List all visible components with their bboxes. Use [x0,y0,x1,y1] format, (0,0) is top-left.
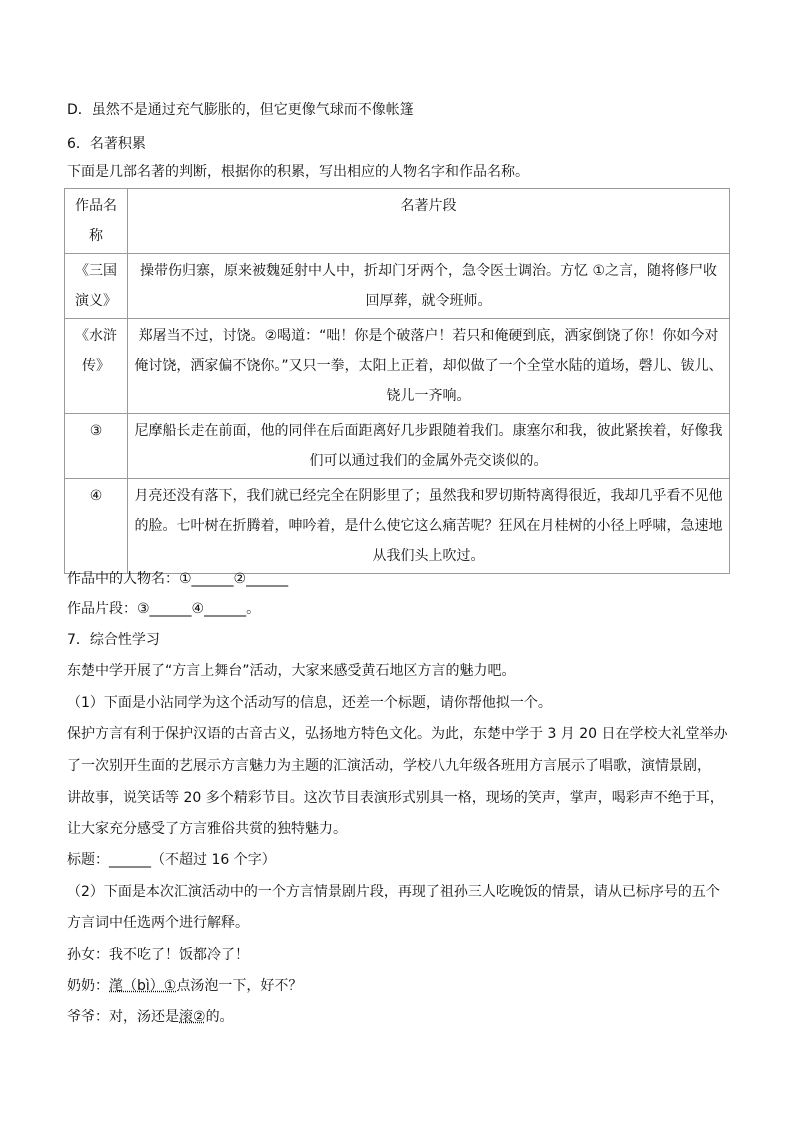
answer-names: 作品中的人物名：①______②______ [67,571,289,587]
row-work: ③ [65,414,128,479]
q6-title: 6．名著积累 [67,136,146,152]
dialogue-grandpa [67,1007,234,1027]
table-row [65,414,730,479]
table-row [65,254,730,319]
row-fragment: 操带伤归寨，原来被魏延射中人中，折却门牙两个，急令医士调治。方忆 ①之言，随将修尸收回厚葬，就令班师。 [128,254,730,319]
dialogue-granddaughter: 孙女：我不吃了！饭都冷了！ [67,947,249,963]
q6-instruction: 下面是几部名著的判断，根据你的积累，写出相应的人物名字和作品名称。 [67,164,529,180]
title-answer-line [67,850,276,870]
dialogue-grandma [67,976,302,996]
row-work: 《三国演义》 [65,254,128,319]
part2-prompt-line: 方言词中任选两个进行解释。 [67,915,249,931]
row-fragment: 月亮还没有落下，我们就已经完全在阴影里了；虽然我和罗切斯特离得很近，我却几乎看不见他的脸。七叶树在折腾着，呻吟着，是什么使它这么痛苦呢？狂风在月桂树的小径上呼啸，急速地从我们头上吹过。 [128,479,730,574]
passage-line: 让大家充分感受了方言雅俗共赏的独特魅力。 [67,821,347,837]
table-row [65,319,730,414]
header-fragment: 名著片段 [128,189,730,254]
title-blank: ______ [109,852,151,868]
answer-works: 作品片段：③______④______。 [67,601,261,617]
q7-part1-prompt: （1）下面是小沾同学为这个活动写的信息，还差一个标题，请你帮他拟一个。 [67,695,552,711]
grandma-rest: 点汤泡一下，好不？ [176,978,303,994]
passage-line: 讲故事，说笑话等 20 多个精彩节目。这次节目表演形式别具一格，现场的笑声，掌声，喝彩声不绝于耳， [67,790,724,806]
title-label: 标题： [67,852,109,868]
q7-title: 7．综合性学习 [67,632,160,648]
q7-intro: 东楚中学开展了“方言上舞台”活动，大家来感受黄石地区方言的魅力吧。 [67,663,516,679]
grandma-prefix: 奶奶： [67,978,109,994]
header-work: 作品名称 [65,189,128,254]
table-header-row [65,189,730,254]
row-work: 《水浒传》 [65,319,128,414]
grandpa-prefix: 爷爷：对，汤还是 [67,1009,179,1025]
row-work: ④ [65,479,128,574]
dialect-word-1: 滗（bì）① [109,978,177,994]
row-fragment: 郑屠当不过，讨饶。②喝道：“咄！你是个破落户！若只和俺硬到底，洒家倒饶了你！你如今对俺讨饶，洒家偏不饶你。”又只一拳，太阳上正着，却似做了一个全堂水陆的道场，磬儿、钹儿、铙儿一齐响。 [128,319,730,414]
works-table [64,188,730,574]
q5-option-d: D．虽然不是通过充气膨胀的，但它更像气球而不像帐篷 [67,102,414,118]
passage-line: 保护方言有利于保护汉语的古音古义，弘扬地方特色文化。为此，东楚中学于 3 月 20 日在学校大礼堂举办 [67,726,728,742]
dialect-word-2: 滚② [179,1009,206,1025]
row-fragment: 尼摩船长走在前面，他的同伴在后面距离好几步跟随着我们。康塞尔和我，彼此紧挨着，好像我们可以通过我们的金属外壳交谈似的。 [128,414,730,479]
title-note: （不超过 16 个字） [151,852,276,868]
grandpa-rest: 的。 [205,1009,234,1025]
passage-line: 了一次别开生面的艺展示方言魅力为主题的汇演活动，学校八九年级各班用方言展示了唱歌，演情景剧， [67,758,711,774]
table-row [65,479,730,574]
part2-prompt-line: （2）下面是本次汇演活动中的一个方言情景剧片段，再现了祖孙三人吃晚饭的情景，请从已标序号的五个 [67,884,720,900]
